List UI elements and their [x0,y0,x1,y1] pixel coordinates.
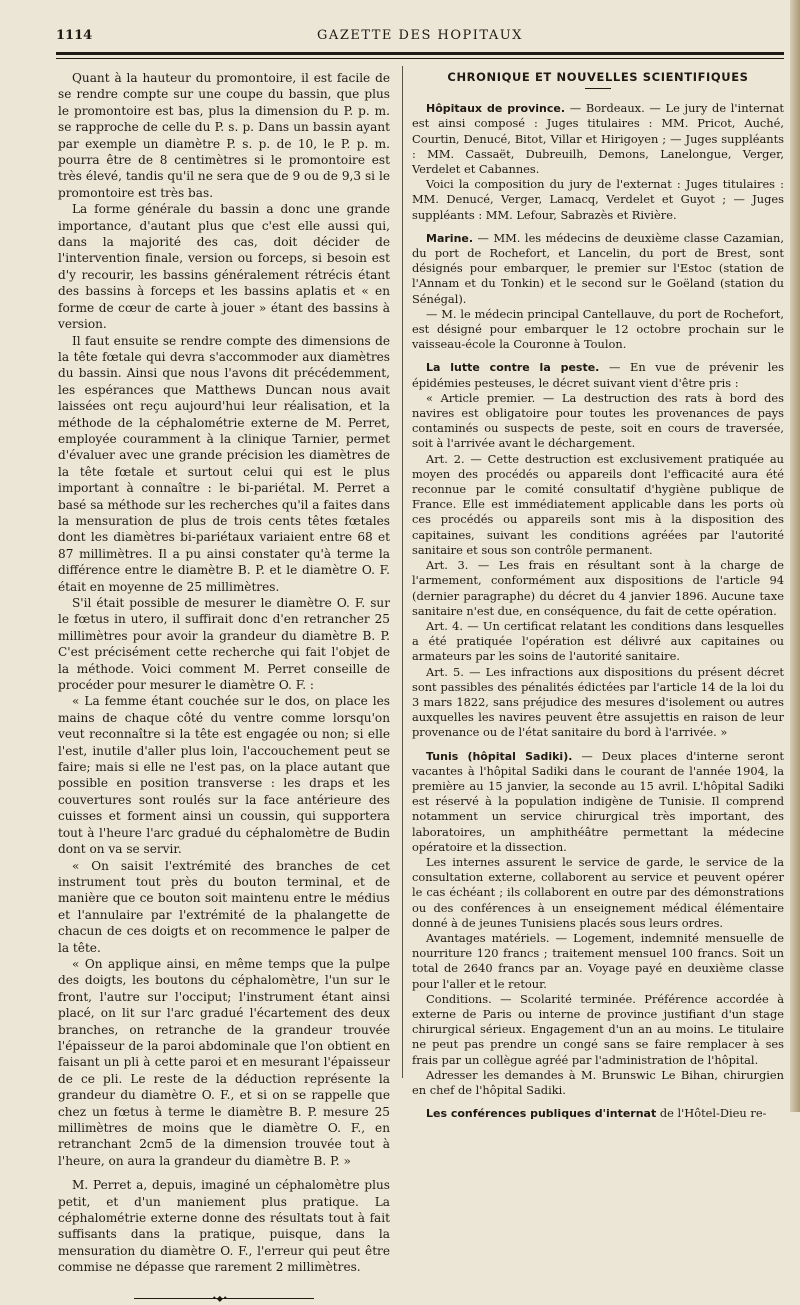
page-number: 1114 [56,28,93,43]
page-edge [790,0,800,1112]
quote-paragraph: « On applique ainsi, en même temps que la pulpe des doigts, les boutons du céphalomètre, l'un sur le front, l'autre sur l'occiput; l'instrument étant ainsi placé, on lit sur l'arc gradué l'écartement des deux branches, on retranche de la grandeur trouvée l'épaisseur de la paroi abdominale que l'on obtient en faisant un pli à cette paroi et en mesurant l'épaisseur de ce pli. Le reste de la déduction représente la grandeur du diamètre O. F., et si on se rappelle que chez un fœtus à terme le diamètre B. P. mesure 25 millimètres de moins que le diamètre O. F., en retranchant 2cm5 de la dimension trouvée tout à l'heure, on aura la grandeur du diamètre B. P. » [58,956,390,1168]
journal-title: GAZETTE DES HOPITAUX [317,28,523,43]
paragraph: Quant à la hauteur du promontoire, il est facile de se rendre compte sur une coupe du bassin, que plus le promontoire est bas, plus la dimension du P. p. m. se rapproche de celle du P. s. p. Dans un bassin ayant par exemple un diamètre P. s. p. de 10, le P. p. m. pourra être de 8 centimètres si le promontoire est très élevé, tandis qu'il ne sera que de 9 ou de 9,3 si le promontoire est très bas. [58,71,390,200]
paragraph: Il faut ensuite se rendre compte des dimensions de la tête fœtale qui devra s'accommoder aux diamètres du bassin. Ainsi que nous l'avons dit précédemment, les espérances que Matthews Duncan nous avait laissées ont reçu aujourd'hui leur réalisation, et la méthode de la céphalométrie externe de M. Perret, employée couramment à la clinique Tarnier, permet d'évaluer avec une grande précision les diamètres de la tête fœtale et surtout celui qui est le plus important à connaître : le bi-pariétal. M. Perret a basé sa méthode sur les recherches qu'il a faites dans la mensuration de plus de trois cents têtes fœtales dont les diamètres bi-pariétaux variaient entre 68 et 87 millimètres. Il a pu ainsi constater qu'à terme la différence entre le diamètre B. P. et le diamètre O. F. était en moyenne de 25 millimètres. [58,333,390,594]
decree-article: Art. 4. — Un certificat relatant les conditions dans lesquelles a été pratiquée l'opération est délivré aux capitaines ou armateurs par les soins de l'autorité sanitaire. [412,618,784,664]
rubric-rule [585,88,611,89]
section-rubric: CHRONIQUE ET NOUVELLES SCIENTIFIQUES [447,70,749,84]
paragraph: Avantages matériels. — Logement, indemnité mensuelle de nourriture 120 francs ; traitement mensuel 100 francs. Soit un total de 2640 francs par an. Voyage payé en deuxième classe pour l'aller et le retour. [412,930,784,991]
paragraph: S'il était possible de mesurer le diamètre O. F. sur le fœtus in utero, il suffirait donc d'en retrancher 25 millimètres pour avoir la grandeur du diamètre B. P. C'est précisément cette recherche qui fait l'objet de la méthode. Voici comment M. Perret conseille de procéder pour mesurer le diamètre O. F. : [58,596,390,693]
item-heading: Les conférences publiques d'internat [426,1107,657,1121]
item-heading: Tunis (hôpital Sadiki). [426,749,573,763]
end-ornament: •◆• [212,1293,228,1303]
item-heading: Marine. [426,231,474,245]
decree-article: « Article premier. — La destruction des rats à bord des navires est obligatoire pour toutes les provenances de pays contaminés ou suspects de peste, soit en cours de traversée, soit à l'arrivée avant le déchargement. [412,390,784,451]
column-divider [402,66,403,1078]
paragraph: Voici la composition du jury de l'externat : Juges titulaires : MM. Denucé, Verger, Lamacq, Verdelet et Guyot ; — Juges suppléants : MM. Lefour, Sabrazès et Rivière. [412,177,784,222]
quote-paragraph: « La femme étant couchée sur le dos, on place les mains de chaque côté du ventre comme lorsqu'on veut reconnaître si la tête est engagée ou non; si elle l'est, inutile d'aller plus loin, l'accouchement peut se faire; mais si elle ne l'est pas, on la place autant que possible en position transverse : les draps et les couvertures sont roulés sur la face antérieure des cuisses et forment ainsi un coussin, qui supportera tout à l'heure l'arc gradué du céphalomètre de Budin dont on va se servir. [58,694,390,857]
paragraph: Adresser les demandes à M. Brunswic Le Bihan, chirurgien en chef de l'hôpital Sadiki. [412,1067,784,1097]
paragraph: — M. le médecin principal Cantellauve, du port de Rochefort, est désigné pour embarquer le 12 octobre prochain sur le vaisseau-école la Couronne à Toulon. [412,306,784,352]
news-item-tunis: Tunis (hôpital Sadiki). — Deux places d'interne seront vacantes à l'hôpital Sadiki dans le courant de l'année 1904, la première au 15 janvier, la seconde au 15 avril. L'hôpital Sadiki est réservé à la population indigène de Tunisie. Il comprend notamment un service chirurgical très important, des laboratoires, un amphithéâtre permettant la médecine opératoire et la dissection. [412,748,784,854]
paragraph: Conditions. — Scolarité terminée. Préférence accordée à externe de Paris ou interne de province justifiant d'un stage chirurgical sérieux. Engagement d'un an au moins. Le titulaire ne peut pas prendre un congé sans se faire remplacer à ses frais par un collègue agréé par l'administration de l'hôpital. [412,991,784,1067]
paragraph: La forme générale du bassin a donc une grande importance, d'autant plus que c'est elle aussi qui, dans la majorité des cas, doit décider de l'intervention finale, version ou forceps, si besoin est d'y recourir, les bassins généralement rétrécis étant des bassins à forceps et les bassins aplatis et « en forme de cœur de carte à jouer » étant des bassins à version. [58,202,390,332]
decree-article: Art. 3. — Les frais en résultant sont à la charge de l'armement, conformément aux dispositions de l'article 94 (dernier paragraphe) du décret du 4 janvier 1896. Aucune taxe sanitaire n'est due, en conséquence, du fait de cette opération. [412,558,784,618]
decree-article: Art. 2. — Cette destruction est exclusivement pratiquée au moyen des procédés ou appareils dont l'efficacité aura été reconnue par le comité consultatif d'hygiène publique de France. Elle est immédiatement applicable dans les ports où ces procédés ou appareils sont mis à la disposition des capitaines, suivant les conditions agréées par l'autorité sanitaire et sous son contrôle permanent. [412,451,784,557]
right-column [412,70,784,1121]
news-item-hopitaux: Hôpitaux de province. — Bordeaux. — Le jury de l'internat est ainsi composé : Juges titulaires : MM. Pricot, Auché, Courtin, Denucé, Bitot, Villar et Hirigoyen ; — Juges suppléants : MM. Cassaët, Dubreuilh, Demons, Lanelongue, Verger, Verdelet et Cabannes. [412,101,785,177]
left-column [58,70,390,1305]
decree-article: Art. 5. — Les infractions aux dispositions du présent décret sont passibles des pénalités édictées par l'article 14 de la loi du 3 mars 1822, sans préjudice des mesures d'isolement ou autres auxquelles les navires peuvent être assujettis en raison de leur provenance ou de l'état sanitaire du bord à l'arrivée. » [412,664,784,740]
news-item-marine: Marine. — MM. les médecins de deuxième classe Cazamian, du port de Rochefort, et Lancelin, du port de Brest, sont désignés pour embarquer, le premier sur l'Estoc (station de l'Annam et du Tonkin) et le second sur le Goëland (station du Sénégal). [412,230,784,306]
paragraph: Les internes assurent le service de garde, le service de la consultation externe, collaborent au service et peuvent opérer le cas échéant ; ils collaborent en outre par des démonstrations ou des conférences à un enseignement médical élémentaire donné à de jeunes Tunisiens placés sous leurs ordres. [412,854,784,930]
end-ornament-rule [134,1293,314,1305]
header-rule-thick [56,52,784,55]
quote-paragraph: « On saisit l'extrémité des branches de cet instrument tout près du bouton terminal, et de manière que ce bouton soit maintenu entre le médius et l'annulaire par l'extrémité de la phalangette de chacun de ces doigts et on recommence le palper de la tête. [58,858,390,955]
paragraph: M. Perret a, depuis, imaginé un céphalomètre plus petit, et d'un maniement plus pratique. La céphalométrie externe donne des résultats tout à fait suffisants dans la pratique, puisque, dans la mensuration du diamètre O. F., l'erreur qui peut être commise ne dépasse que rarement 2 millimètres. [58,1178,390,1275]
news-item-peste: La lutte contre la peste. — En vue de prévenir les épidémies pesteuses, le décret suivant vient d'être pris : [412,360,785,390]
header-rule-thin [56,58,784,59]
news-item-conferences: Les conférences publiques d'internat de l'Hôtel-Dieu re- [426,1106,767,1121]
page-header [56,26,784,48]
item-heading: Hôpitaux de province. [426,102,565,116]
item-heading: La lutte contre la peste. [426,361,600,375]
